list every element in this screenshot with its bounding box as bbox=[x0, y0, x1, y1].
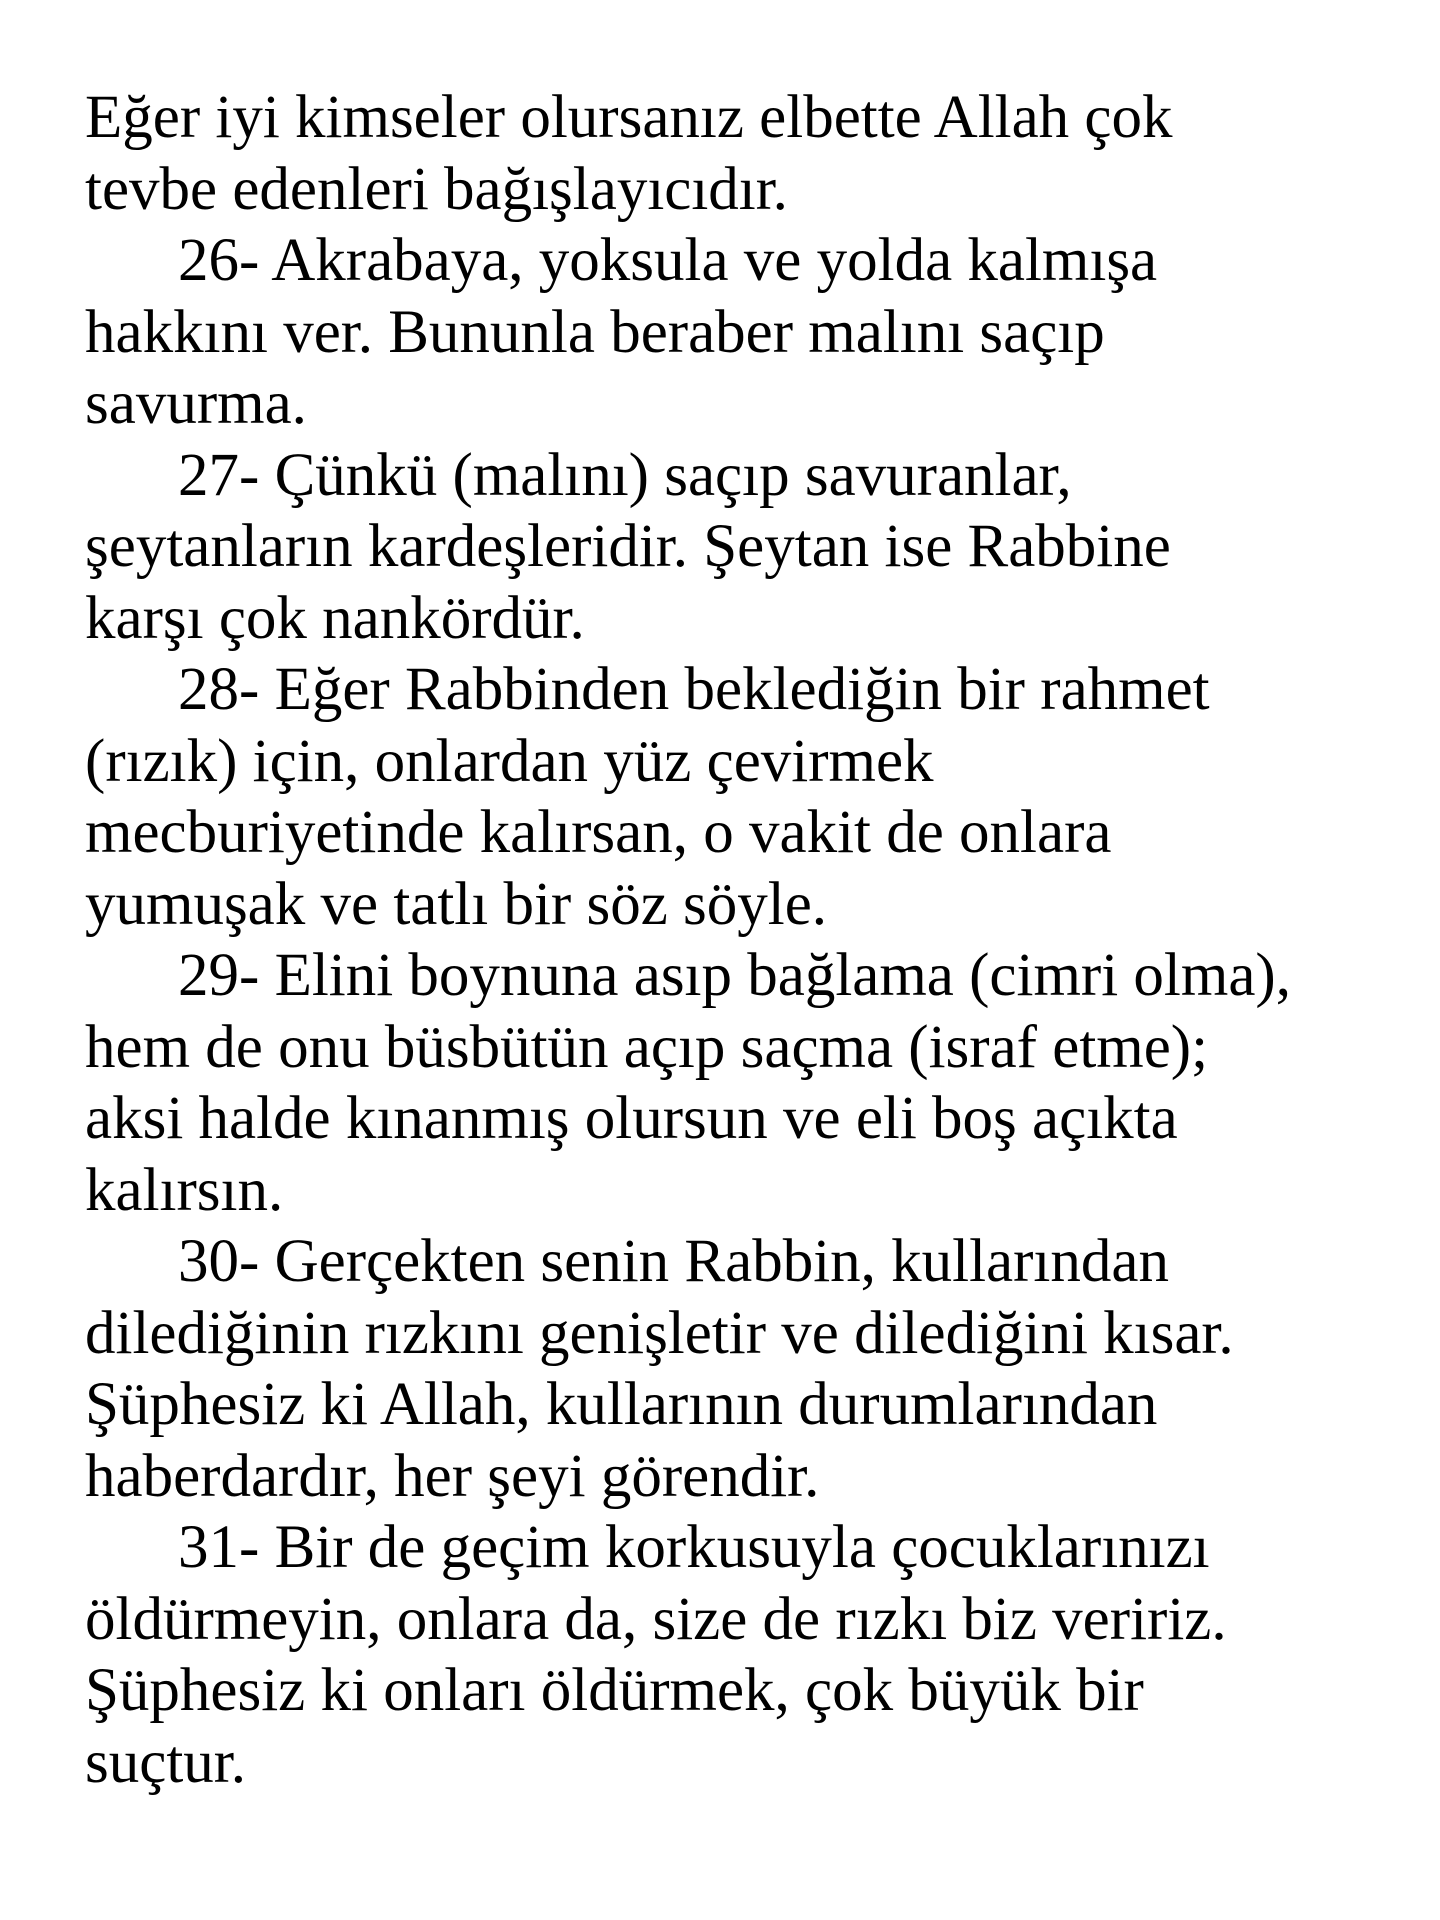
text-line: hem de onu büsbütün açıp saçma (israf etme); bbox=[85, 1013, 1209, 1081]
text-line: Şüphesiz ki Allah, kullarının durumlarından bbox=[85, 1371, 1158, 1438]
verse-text-block bbox=[85, 82, 1385, 1798]
verse-29-start: 29- Elini boynuna asıp bağlama (cimri olma), bbox=[178, 942, 1291, 1009]
verse-26-start: 26- Akrabaya, yoksula ve yolda kalmışa bbox=[178, 227, 1158, 294]
text-line: savurma. bbox=[85, 370, 307, 437]
text-line: Eğer iyi kimseler olursanız elbette Allah çok bbox=[85, 84, 1173, 151]
verse-31-start: 31- Bir de geçim korkusuyla çocuklarınızı bbox=[178, 1514, 1210, 1581]
text-line: kalırsın. bbox=[85, 1156, 284, 1224]
text-line: yumuşak ve tatlı bir söz söyle. bbox=[85, 870, 828, 938]
text-line: karşı çok nankördür. bbox=[85, 584, 585, 652]
text-line: aksi halde kınanmış olursun ve eli boş açıkta bbox=[85, 1085, 1178, 1152]
text-line: mecburiyetinde kalırsan, o vakit de onlara bbox=[85, 799, 1112, 866]
text-line: öldürmeyin, onlara da, size de rızkı biz veririz. bbox=[85, 1585, 1227, 1653]
verse-28-start: 28- Eğer Rabbinden beklediğin bir rahmet bbox=[178, 656, 1210, 723]
text-line: haberdardır, her şeyi görendir. bbox=[85, 1442, 820, 1510]
text-line: dilediğinin rızkını genişletir ve dilediğini kısar. bbox=[85, 1299, 1234, 1367]
text-line: (rızık) için, onlardan yüz çevirmek bbox=[85, 727, 934, 795]
text-line: şeytanların kardeşleridir. Şeytan ise Rabbine bbox=[85, 513, 1171, 580]
verse-27-start: 27- Çünkü (malını) saçıp savuranlar, bbox=[178, 441, 1072, 509]
text-line: Şüphesiz ki onları öldürmek, çok büyük bir bbox=[85, 1657, 1144, 1724]
text-line: hakkını ver. Bununla beraber malını saçıp bbox=[85, 298, 1105, 366]
text-line: tevbe edenleri bağışlayıcıdır. bbox=[85, 155, 788, 223]
text-line: suçtur. bbox=[85, 1728, 246, 1796]
verse-30-start: 30- Gerçekten senin Rabbin, kullarından bbox=[178, 1228, 1169, 1295]
